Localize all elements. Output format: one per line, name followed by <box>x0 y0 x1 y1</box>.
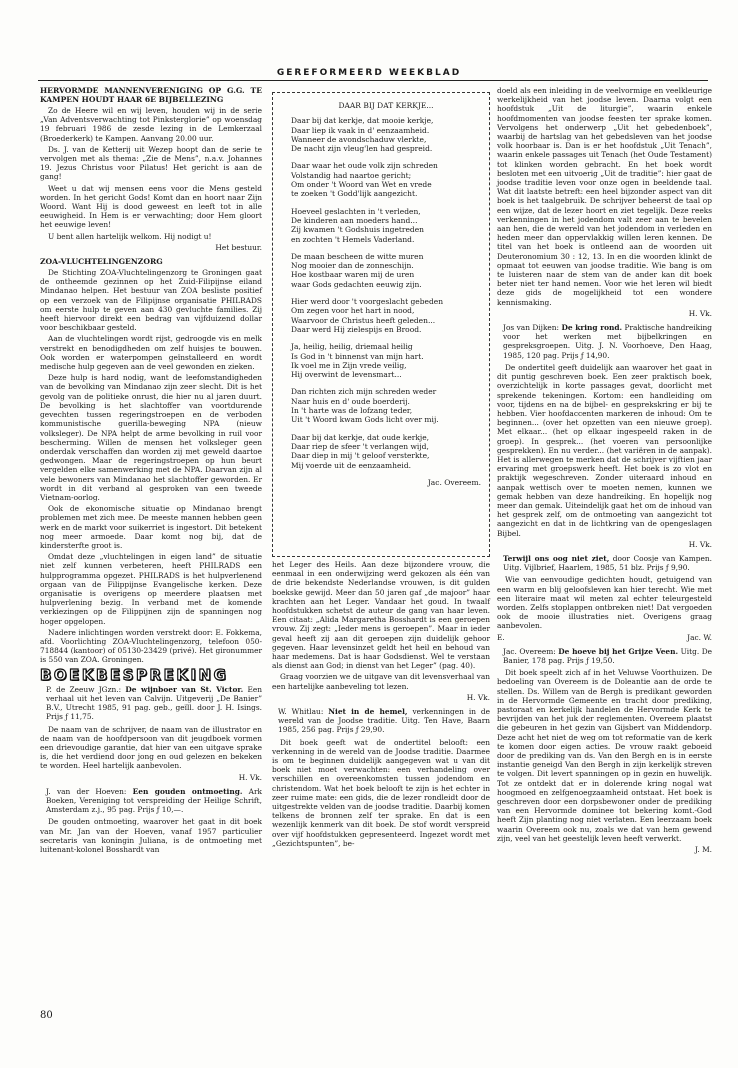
poem-stanza <box>291 207 481 244</box>
review-signature: Jac. W. <box>687 632 712 642</box>
poem-line: Nog mooier dan de zonneschijn. <box>291 261 414 271</box>
poem-line: Hoe kostbaar waren mij de uren <box>291 270 415 280</box>
review-citation <box>503 647 712 665</box>
citation-title: Terwijl ons oog niet ziet, <box>503 553 610 563</box>
review-citation <box>46 787 262 815</box>
poem-line: De kinderen aan moeders hand... <box>291 215 418 225</box>
poem-line: Om onder 't Woord van Wet en vrede <box>291 180 432 190</box>
column-middle <box>272 560 490 850</box>
poem-line: De nacht zijn vleug'len had gespreid. <box>291 144 433 154</box>
citation-author: Jos van Dijken: <box>503 323 562 333</box>
article-paragraph: Ds. J. van de Ketterij uit Wezep hoopt dan de serie te vervolgen met als thema: „Zie de Mens”, n.a.v. Johannes 19. Jezus Christus voor Pilatus! Het gericht is aan de gang! <box>40 144 262 182</box>
review-paragraph: De naam van de schrijver, de naam van de illustrator en de naam van de hoofdpersoon van dit jeugdboek vormen een drievoudige garantie, dat hier van een uitgave sprake is, die het verdiend door jong en oud gelezen en bekeken te worden. Heel hartelijk aanbevolen. <box>40 724 262 771</box>
column-right <box>497 86 712 859</box>
poem-line: Daar liep ik vaak in d' eenzaamheid. <box>291 125 430 135</box>
review-signature: H. Vk. <box>688 308 712 318</box>
article-title-zoa: ZOA-VLUCHTELINGENZORG <box>40 257 163 267</box>
review-paragraph: Wie van eenvoudige gedichten houdt, getuigend van een warm en blij geloofsleven kan hier terecht. Wie met een literaire maat wil meten zal echter teleurgesteld worden. Zelfs stoplappen ontbreken niet! Dat vergoeden ook de mooie illustraties niet. Overigens graag aanbevolen. <box>497 575 712 631</box>
article-signature: Het bestuur. <box>215 242 262 252</box>
poem-line: Hoeveel geslachten in 't verleden, <box>291 206 421 216</box>
poem-line: Hier werd door 't voorgeslacht gebeden <box>291 297 444 307</box>
poem-line: Zij kwamen 't Godshuis ingetreden <box>291 225 425 235</box>
review-citation <box>503 554 712 572</box>
poem-line: Dan richten zich mijn schreden weder <box>291 387 437 397</box>
poem-stanza <box>291 252 481 289</box>
citation-author: W. Whitlau: <box>278 707 329 717</box>
poem-line: Daar bij dat kerkje, dat mooie kerkje, <box>291 116 434 126</box>
article-paragraph: Weet u dat wij mensen eens voor die Mens gesteld worden. In het gericht Gods! Komt dan en hoort naar Zijn Woord. Want Hij is dood geweest en leeft tot in alle eeuwigheid. In Hem is er verwachting; door Hem gloort het eeuwige leven! <box>40 183 262 230</box>
poem-line: Is God in 't binnenst van mijn hart. <box>291 351 424 361</box>
citation-title: De hoeve bij het Grijze Veen. <box>558 646 679 656</box>
citation-author: Jac. Overeem: <box>503 646 559 656</box>
poem-title: DAAR BIJ DAT KERKJE... <box>338 101 434 110</box>
poem-stanza <box>291 342 481 379</box>
review-citation <box>503 323 712 360</box>
section-heading-boekbespreking: BOEKBESPREKING <box>40 665 229 684</box>
citation-title: Een gouden ontmoeting. <box>132 786 243 796</box>
poem-line: Wanneer de avondschaduw vlerkte, <box>291 134 427 144</box>
review-paragraph: De gouden ontmoeting, waarover het gaat in dit boek van Mr. Jan van der Hoeven, vanaf 1957 particulier secretaris van koningin Juliana, is de ontmoeting met luitenant-kolonel Bosshardt van <box>40 817 262 855</box>
review-paragraph: Dit boek geeft wat de ondertitel belooft: een verkenning in de wereld van de Joodse traditie. Daarmee is om te beginnen duidelijk aangegeven wat u van dit boek niet moet verwachten: een verhandeling over verschillen en overeenkomsten tussen jodendom en christendom. Wat het boek belooft te zijn is het echter in zeer ruime mate: een gids, die de lezer rondleidt door de uitgestrekte velden van de joodse traditie. Daarbij komen telkens de bronnen zelf ter sprake. En dat is een wezenlijk kenmerk van dit boek. De stof wordt verspreid over vijf hoofdstukken gepresenteerd. Ingezet wordt met „Gezichtspunten”, be- <box>272 737 490 848</box>
article-paragraph: U bent allen hartelijk welkom. Hij nodigt u! <box>48 231 212 241</box>
review-paragraph: De ondertitel geeft duidelijk aan waarover het gaat in dit puntig geschreven boek. Een zeer praktisch boek, overzichtelijk in korte passages gevat, doorlicht met sprekende tekeningen. Kortom: een handleiding om voor, tijdens en na de bijbel- en gesprekskring er bij te hebben. Vier hoofdaccenten markeren de inhoud: Om te beginnen... (over het opzetten van een nieuwe groep). Met elkaar... (het op elkaar ingespeeld raken in de groep). In gesprek... (het voeren van persoonlijke gesprekken). En nu verder... (het variëren in de aanpak). Het is allerwegen te merken dat de schrijver vijftien jaar ervaring met groepswerk heeft. Het boek is zo vlot en praktijk wegeschreven. Zonder uiteraard inhoud en aanpak wettisch over te moeten nemen, kunnen we gemak hebben van deze handreiking. En hopelijk nog meer dan gemak. Uiteindelijk gaat het om de inhoud van het gesprek zelf, om de ontmoeting van aangezicht tot aangezicht en dat in de lichtkring van de opengeslagen Bijbel. <box>497 362 712 538</box>
poem-line: Mij voerde uit de eenzaamheid. <box>291 460 412 470</box>
poem-line: Naar huis en d' oude boerderij. <box>291 396 410 406</box>
poem-stanza <box>291 116 481 153</box>
review-signature: H. Vk. <box>238 772 262 782</box>
poem-line: Daar riep de sfeer 't verlangen wijd, <box>291 441 429 451</box>
column-left <box>40 86 262 856</box>
citation-details: Uitg. De Banier, 178 pag. Prijs ƒ 19,50. <box>503 646 713 665</box>
article-paragraph: Aan de vluchtelingen wordt rijst, gedroogde vis en melk verstrekt en benodigdheden om zelf huisjes te bouwen. Ook worden er waterpompen geïnstalleerd en wordt medische hulp gegeven aan de veel gewonden en zieken. <box>40 334 262 372</box>
poem-line: Daar diep in mij 't geloof versterkte, <box>291 451 430 461</box>
poem-author: Jac. Overeem. <box>427 477 481 487</box>
poem-stanza <box>291 161 481 198</box>
poem-line: Daar waar het oude volk zijn schreden <box>291 161 438 171</box>
review-citation <box>46 685 262 722</box>
poem-line: Uit 't Woord kwam Gods licht over mij. <box>291 415 439 425</box>
poem-stanza <box>291 387 481 424</box>
citation-details: verkenningen in de wereld van de Joodse traditie. Uitg. Ten Have, Baarn 1985, 256 pag. Prijs ƒ 29,90. <box>278 707 491 735</box>
review-signature: H. Vk. <box>688 539 712 549</box>
citation-details: door Coosje van Kampen. Uitg. Vijlbrief, Haarlem, 1985, 51 blz. Prijs ƒ 9,90. <box>503 553 712 573</box>
poem-line: te zoeken 't Godd'lijk aangezicht. <box>291 189 418 199</box>
citation-author: P. de Zeeuw JGzn.: <box>46 684 126 694</box>
review-paragraph: Dit boek speelt zich af in het Veluwse Voorthuizen. De bedoeling van Overeem is de Doleantie aan de orde te stellen. Ds. Willem van de Bergh is predikant geworden in de Hervormde Gemeente en tracht door prediking, pastoraat en kerkelijk handelen de Hervormde Kerk te bevrijden van het juk der reglementen. Overeem plaatst die gebeuren in het gezin van Gijsbert van Middendorp. Deze acht het niet de weg om tot reformatie van de kerk te komen door eigen acties. De vrouw raakt geboeid door de prediking van ds. Van den Bergh en is in eerste instantie geneigd Van den Bergh in zijn kerkelijk streven te volgen. Dit levert spanningen op in gezin en huwelijk. Tot ze ontdekt dat er in dolerende kring nogal wat hoogmoed en zelfgenoegzaamheid ontstaat. Het boek is geschreven door een dorpsbewoner onder de prediking van een Hervormde dominee tot bekering komt.-God heeft Zijn planting nog niet verlaten. Een leerzaam boek waarin Overeem ook nu, zoals we dat van hem gewend zijn, veel van het geestelijk leven heeft verwerkt. <box>497 668 712 843</box>
citation-author: J. van der Hoeven: <box>46 786 133 796</box>
running-head: GEREFORMEERD WEEKBLAD <box>276 68 462 78</box>
poem-stanza <box>291 297 481 334</box>
page-number: 80 <box>40 1010 53 1021</box>
review-citation <box>278 707 490 735</box>
article-paragraph: Zo de Heere wil en wij leven, houden wij in de serie „Van Adventsverwachting tot Pinksterglorie” op woensdag 19 februari 1986 de zesde lezing in de Lemkerzaal (Broederkerk) te Kampen. Aanvang 20.00 uur. <box>40 106 262 143</box>
poem-line: Om zegen voor het hart in nood, <box>291 306 415 316</box>
citation-title: De kring rond. <box>561 323 623 333</box>
article-paragraph: Deze hulp is hard nodig, want de leefomstandigheden van de bevolking van Mindanao zijn zeer slecht. Dit is het gevolg van de politieke onrust, die hier nu al jaren duurt. De bevolking is het slachtoffer van voortdurende gevechten tussen regeringstroepen en de verboden kommunistische guerilla-beweging NPA (nieuw volksleger). De NPA helpt de arme bevolking in ruil voor bescherming. Willen de mensen het volksleger geen onderdak verschaffen dan worden zij met geweld daartoe gedwongen. Maar de regeringstroepen op hun beurt vergelden elke samenwerking met de NPA. Daarvan zijn al vele bewoners van Mindanao het slachtoffer geworden. Er wordt in dit verband al gesproken van een tweede Vietnam-oorlog. <box>40 373 262 502</box>
poem-line: De maan bescheen de witte muren <box>291 251 424 261</box>
review-signature: H. Vk. <box>466 692 490 702</box>
article-title-mannenvereniging: HERVORMDE MANNENVERENIGING OP G.G. TE KAMPEN HOUDT HAAR 6E BIJBELLEZING <box>40 86 262 104</box>
poem-line: waar Gods gedachten eeuwig zijn. <box>291 279 422 289</box>
poem-line: en zochten 't Hemels Vaderland. <box>291 234 415 244</box>
poem-stanza <box>291 433 481 470</box>
article-paragraph: De Stichting ZOA-Vluchtelingenzorg te Groningen gaat de ontheemde gezinnen op het Zuid-Filipijnse eiland Mindanao helpen. Het bestuur van ZOA besliste positief op een verzoek van de Filipijnse organisatie PHILRADS om eerste hulp te geven aan 430 gevluchte families. Zij heeft hiervoor direkt een bedrag van vijfduizend dollar voor beschikbaar gesteld. <box>40 268 262 333</box>
citation-title: De wijnboer van St. Victor. <box>125 684 244 694</box>
review-paragraph: Graag voorzien we de uitgave van dit levensverhaal van een hartelijke aanbeveling tot lezen. <box>272 672 490 691</box>
poem-line: In 't harte was de lofzang teder, <box>291 406 413 416</box>
review-signature: J. M. <box>694 845 712 855</box>
poem-line: Ik voel me in Zijn vrede veilig, <box>291 360 407 370</box>
citation-details: Ark Boeken, Vereniging tot verspreiding der Heilige Schrift, Amsterdam z.j., 95 pag. Prijs ƒ 10,—. <box>46 786 262 815</box>
poem-line: Volstandig had naartoe gericht; <box>291 170 412 180</box>
citation-details: Een verhaal uit het leven van Calvijn. Uitgeverij „De Banier” B.V., Utrecht 1985, 91 pag. geb., geïll. door J. H. Isings. Prijs ƒ 11,75. <box>46 684 263 722</box>
header-rule <box>38 80 708 81</box>
citation-details: Praktische handreiking voor het werken met bijbelkringen en gespreksgroepen. Uitg. J. N. Voorhoeve, Den Haag, 1985, 120 pag. Prijs ƒ 14,90. <box>503 323 713 360</box>
signature-initial: E. <box>497 632 505 642</box>
review-signature-row <box>497 633 712 642</box>
review-paragraph: het Leger des Heils. Aan deze bijzondere vrouw, die eenmaal in een onderwijzing werd gekozen als één van de drie bekendste Nederlandse vrouwen, is dit gulden boekske gewijd. Meer dan 50 jaren gaf „de majoor” haar krachten aan het Leger. Vandaar het goud. In twaalf hoofdstukken schetst de auteur de gang van haar leven. Een citaat: „Alida Margaretha Bosshardt is een geroepen vrouw. Zij zegt: „Ieder mens is geroepen”. Maar in ieder geval heeft zij aan dit geroepen zijn duidelijk gehoor gegeven. Haar levensinzet geldt het heil en behoud van haar medemens. Dat is haar Godsdienst. Wel te verstaan als dienst aan God; in dienst van het Leger” (pag. 40). <box>272 560 490 671</box>
article-paragraph: Omdat deze „vluchtelingen in eigen land” de situatie niet zelf kunnen verbeteren, heeft PHILRADS een hulpprogramma opgezet. PHILRADS is het hulpverlenend orgaan van de Filippijnse Evangelische kerken. Deze organisatie is overigens op meerdere plaatsen met hulpverlening bezig. In verband met de komende verkiezingen op de Filippijnen zijn de spanningen nog hoger opgelopen. <box>40 552 262 626</box>
poem-line: Daar werd Hij zielespijs en Brood. <box>291 324 422 334</box>
poem-box <box>272 92 490 557</box>
article-paragraph: Nadere inlichtingen worden verstrekt door: E. Fokkema, afd. Voorlichting ZOA-Vluchtelingenzorg, telefoon 050-718844 (kantoor) of 05130-23429 (privé). Het gironummer is 550 van ZOA. Groningen. <box>40 627 262 665</box>
poem-line: Waarvoor de Christus heeft geleden... <box>291 315 436 325</box>
citation-title: Niet in de hemel, <box>328 707 408 717</box>
poem-line: Daar bij dat kerkje, dat oude kerkje, <box>291 432 430 442</box>
poem-line: Ja, heilig, heilig, driemaal heilig <box>291 342 413 352</box>
poem-line: Hij overwint de levensmart... <box>291 370 402 380</box>
review-paragraph: doeld als een inleiding in de veelvormige en veelkleurige werkelijkheid van het joodse leven. Daarna volgt een hoofdstuk „Uit de liturgie”, waarin enkele hoofdmomenten van joodse feesten ter sprake komen. Vervolgens het onderwerp „Uit het gebedenboek”, waarbij de hartslag van het gebedsleven van het joodse volk hoorbaar is. Dan is er het hoofdstuk „Uit Tenach”, waarin enkele passages uit Tenach (het Oude Testament) tot klinken worden gebracht. En het boek wordt besloten met een uitvoerig „Uit de traditie”: hier gaat de joodse traditie leven voor onze ogen in beeldende taal. Wat dit laatste betreft: een heel bijzonder aspect van dit boek is het taalgebruik. De schrijver beheerst de taal op een wijze, dat de lezer hoort en ziet tegelijk. Deze reeks verkenningen in het jodendom valt zeer aan te bevelen aan hen, die de wereld van het jodendom in verleden en heden meer dan oppervlakkig willen leren kennen. De titel van het boek is ontleend aan de woorden uit Deuteronomium 30 : 12, 13. In en die woorden klinkt de opmaat tot eeuwen van joodse traditie. Wie bang is om te luisteren naar de stem van de ander kan dit boek beter niet ter hand nemen. Voor wie het leren wil biedt deze gids de mogelijkheid tot een wondere kennismaking. <box>497 86 712 307</box>
article-paragraph: Ook de ekonomische situatie op Mindanao brengt problemen met zich mee. De meeste mannen hebben geen werk en de markt voor suikerriet is ingestort. Dit betekent nog meer armoede. Daar komt nog bij, dat de kindersterfte groot is. <box>40 504 262 550</box>
